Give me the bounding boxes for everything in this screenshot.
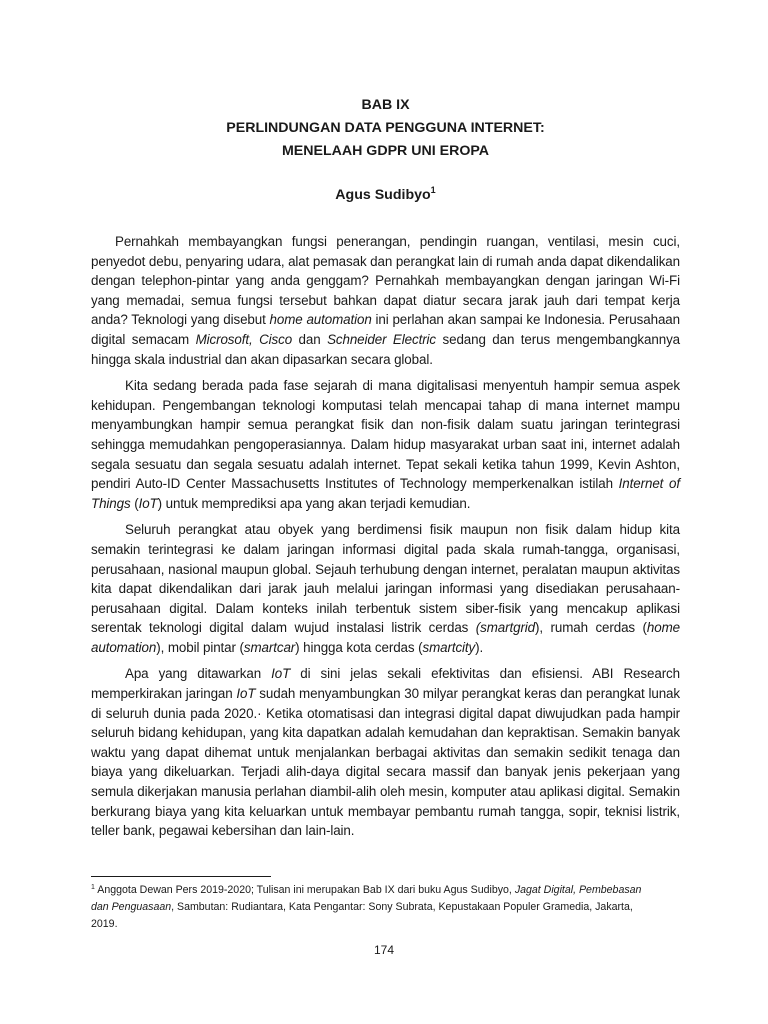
footnote-mark: 1 (91, 884, 95, 891)
paragraph-3-text-e: ), mobil pintar ( (156, 639, 244, 655)
paragraph-4-italic-iot-2: IoT (236, 686, 256, 702)
footnote-1 (91, 882, 651, 933)
paragraph-2-italic-iot: IoT (138, 495, 158, 511)
paragraph-4-text-e: sudah menyambungkan 30 milyar perangkat keras dan perangkat lunak di seluruh dunia pada 2020.· Ketika otomatisasi dan integrasi digital dapat diwujudkan pada hampir seluruh bidang kehidupan, yang kita dapatkan adalah kemudahan dan kepraktisan. Semakin banyak waktu yang dapat dihemat untuk menjalankan berbagai aktivitas dan semakin sedikit tenaga dan biaya yang dikeluarkan. Terjadi alih-daya digital secara massif dan banyak jenis pekerjaan yang semula dikerjakan manusia perlahan diambil-alih oleh mesin, komputer atau aplikasi digital. Semakin berkurang biaya yang kita keluarkan untuk membayar pembantu rumah tangga, sopir, teknisi listrik, teller bank, pegawai kebersihan dan lain-lain. (91, 686, 680, 839)
paragraph-3-italic-smartcar: smartcar (243, 639, 296, 655)
paragraph-1-text-a: Pernahkah membayangkan fungsi penerangan, pendingin ruangan, ventilasi, mesin cuci, penyedot debu, penyaring udara, alat pemasak dan perangkat lain di rumah anda dapat dikendalikan dengan telephon-pintar yang anda genggam? Pernahkah membayangkan dengan jaringan Wi-Fi yang memadai, semua fungsi tersebut bahkan dapat diatur secara jarak jauh dari tempat kerja anda? Teknologi yang disebut (91, 234, 680, 328)
paragraph-2-text-e: ) untuk memprediksi apa yang akan terjadi kemudian. (157, 495, 471, 511)
paragraph-4 (91, 664, 680, 840)
paragraph-2-italic-iot-full: Internet of Things (91, 476, 680, 511)
paragraph-2-text-c: ( (130, 495, 139, 511)
paragraph-1 (91, 232, 680, 369)
page-number: 174 (373, 943, 395, 957)
body-text (91, 232, 680, 841)
chapter-number: BAB IX (361, 97, 410, 113)
chapter-title-line-1: PERLINDUNGAN DATA PENGGUNA INTERNET: (226, 120, 545, 136)
paragraph-3-text-g: ) hingga kota cerdas ( (295, 639, 423, 655)
paragraph-4-text-a: Apa yang ditawarkan (125, 666, 272, 682)
footnote-divider (91, 876, 271, 877)
footnote-text-a: Anggota Dewan Pers 2019-2020; Tulisan ini merupakan Bab IX dari buku Agus Sudibyo, (94, 884, 515, 896)
chapter-title-line-2: MENELAAH GDPR UNI EROPA (281, 143, 490, 159)
paragraph-4-text-c: di sini jelas sekali efektivitas dan efisiensi. ABI Research memperkirakan jaringan (91, 666, 680, 702)
author-line (91, 185, 680, 205)
paragraph-3 (91, 520, 680, 657)
paragraph-3-italic-smartcity: smartcity (422, 639, 476, 655)
paragraph-3-text-i: ). (475, 639, 484, 655)
paragraph-2 (91, 376, 680, 513)
paragraph-3-italic-smartgrid: (smartgrid (475, 620, 536, 636)
paragraph-4-italic-iot-1: IoT (271, 666, 291, 682)
paragraph-1-text-c: ini perlahan akan sampai ke Indonesia. Perusahaan digital semacam (91, 312, 680, 347)
paragraph-1-italic-schneider: Schneider Electric (327, 331, 437, 347)
footnote-text-c: , Sambutan: Rudiantara, Kata Pengantar: Sony Subrata, Kepustakaan Populer Gramedia, Jakarta, 2019. (91, 901, 633, 930)
chapter-heading (91, 94, 680, 163)
paragraph-1-italic-home-automation: home automation (269, 312, 372, 328)
paragraph-2-text-a: Kita sedang berada pada fase sejarah di mana digitalisasi menyentuh hampir semua aspek kehidupan. Pengembangan teknologi komputasi telah mencapai tahap di mana internet mampu menyambungkan hampir semua perangkat fisik dan non-fisik dalam suatu jaringan terintegrasi sehingga memudahkan pengoperasiannya. Dalam hidup masyarakat urban saat ini, internet adalah segala sesuatu dan segala sesuatu adalah internet. Tepat sekali ketika tahun 1999, Kevin Ashton, pendiri Auto-ID Center Massachusetts Institutes of Technology memperkenalkan istilah (91, 378, 680, 492)
author-name: Agus Sudibyo (335, 187, 431, 203)
paragraph-1-italic-microsoft-cisco: Microsoft, Cisco (195, 331, 293, 347)
footnote-italic-book-title: Jagat Digital, Pembebasan dan Penguasaan (91, 884, 642, 913)
paragraph-3-italic-home-automation: home automation (91, 620, 680, 655)
paragraph-1-text-e: dan (292, 331, 328, 347)
paragraph-1-text-g: sedang dan terus mengembangkannya hingga skala industrial dan akan dipasarkan secara global. (91, 331, 681, 367)
paragraph-3-text-c: ), rumah cerdas ( (535, 620, 647, 636)
paragraph-3-text-a: Seluruh perangkat atau obyek yang berdimensi fisik maupun non fisik dalam hidup kita semakin terintegrasi ke dalam jaringan informasi digital pada skala rumah-tangga, organisasi, perusahaan, nasional maupun global. Sejauh terhubung dengan internet, peralatan maupun aktivitas kita dapat dikendalikan dari jarak jauh melalui jaringan informasi yang disediakan perusahaan-perusahaan digital. Dalam konteks inilah terbentuk sistem siber-fisik yang mencakup aplikasi serentak teknologi digital dalam wujud instalasi listrik cerdas (91, 522, 680, 636)
author-footnote-mark: 1 (430, 185, 436, 195)
